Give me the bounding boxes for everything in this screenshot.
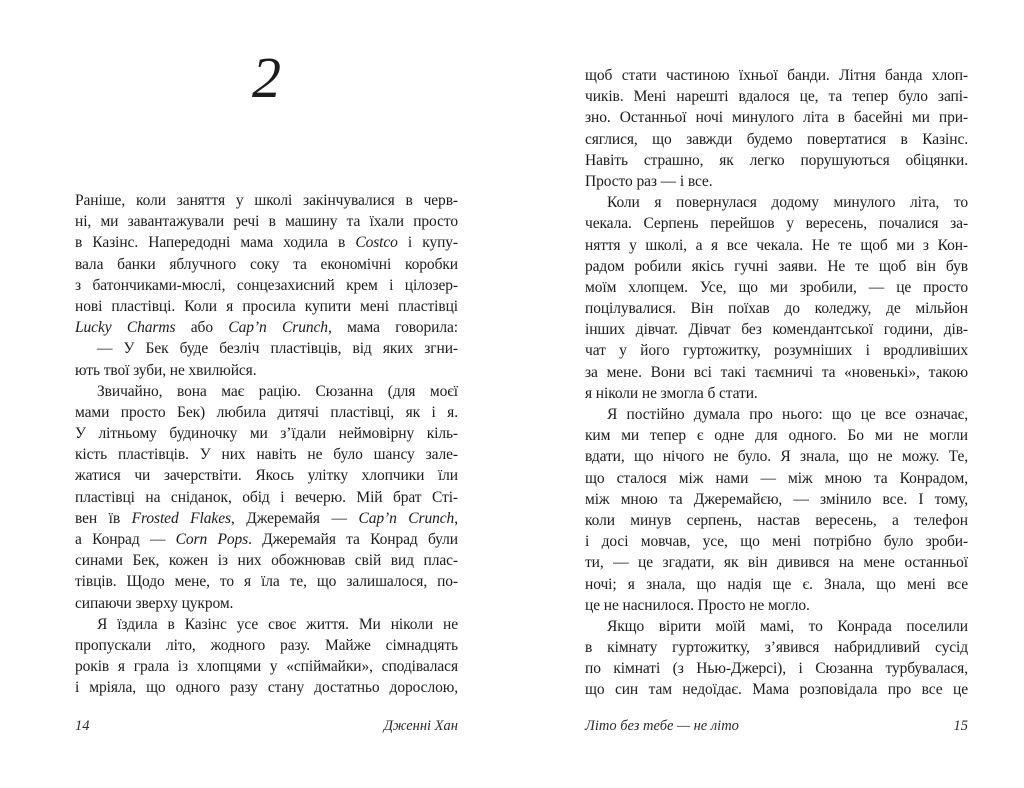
text-run: в кімнату гуртожитку, з’явився набридливий сусід	[585, 639, 968, 657]
text-run: сипаючи зверху цукром.	[75, 594, 234, 612]
text-line	[75, 296, 458, 317]
text-run: тівців. Щодо мене, то я їла те, що залишалося, по-	[75, 573, 458, 591]
text-line	[585, 86, 968, 107]
text-run: Я їздила в Казінс усе своє життя. Ми ніколи не	[97, 615, 458, 633]
italic-text-run: Lucky Charms	[75, 319, 176, 337]
text-run: — У Бек буде безліч пластівців, від яких згни-	[97, 340, 458, 358]
text-line	[585, 340, 968, 361]
text-run: я ніколи не змогла б стати.	[585, 384, 758, 402]
page-number-left: 14	[75, 718, 90, 734]
text-run: за мене. Вони всі такі таємничі та «новенькі», такою	[585, 363, 968, 381]
text-run: поцілувалися. Він поїхав до коледжу, де мільйон	[585, 300, 968, 318]
text-run: в Казінс. Напередодні мама ходила в	[75, 234, 356, 252]
text-run: кість пластівців. У них навіть не було шансу зале-	[75, 446, 458, 464]
italic-text-run: Frosted Flakes	[131, 509, 231, 527]
text-line	[75, 402, 458, 423]
text-run: пропускали літо, жодного разу. Майже сімнадцять	[75, 636, 458, 654]
text-run: . Джеремайя та Конрад були	[248, 531, 458, 548]
text-line	[585, 192, 968, 213]
text-run: Я постійно думала про нього: що це все означає,	[607, 406, 968, 423]
text-line	[75, 232, 458, 253]
italic-text-run: Corn Pops	[175, 531, 249, 548]
text-line	[585, 65, 968, 86]
text-line	[585, 107, 968, 128]
text-run: моїм хлопцем. Усе, що ми зробили, — це просто	[585, 278, 968, 296]
chapter-number: 2	[252, 45, 281, 110]
text-line	[75, 423, 458, 444]
text-line	[585, 235, 968, 256]
text-run: вала банки яблучного соку та економічні коробки	[75, 255, 458, 273]
text-run: з батончиками-мюслі, сонцезахисний крем і цілозер-	[75, 276, 458, 294]
italic-text-run: Cap’n Crunch	[228, 319, 328, 337]
text-run: Просто раз — і все.	[585, 172, 713, 190]
text-line	[585, 383, 968, 404]
text-run: інших дівчат. Дівчат без комендантської години, дів-	[585, 321, 968, 339]
text-line	[585, 595, 968, 616]
text-run: жатися чи зачерствіти. Якось улітку хлопчики їли	[75, 467, 458, 485]
text-run: що сталося між нами — між мною та Конрадом,	[585, 469, 968, 487]
text-line	[585, 616, 968, 637]
running-title-book: Літо без тебе — не літо	[585, 718, 739, 734]
text-run: сяглися, що завжди будемо повертатися в Казінс.	[585, 130, 968, 148]
text-line	[75, 190, 458, 211]
text-line	[75, 635, 458, 656]
text-line	[585, 446, 968, 467]
text-line	[75, 677, 458, 698]
text-line	[75, 338, 458, 359]
text-run: радом робили якісь гучні заяви. Не те щоб він був	[585, 257, 968, 275]
text-line	[75, 381, 458, 402]
text-line	[585, 425, 968, 446]
text-run: пластівці на сніданок, обід і вечерю. Мій брат Сті-	[75, 488, 458, 506]
text-run: Коли я повернулася додому минулого літа, то	[607, 194, 968, 212]
text-run: або	[175, 319, 229, 337]
text-run: ,	[454, 509, 458, 527]
text-line	[585, 298, 968, 319]
text-run: Навіть страшно, як легко порушуються обіцянки.	[585, 151, 968, 169]
page-footer-left	[75, 718, 458, 735]
text-line	[585, 510, 968, 531]
text-line	[585, 574, 968, 595]
text-run: чат у його гуртожитку, розумніших і вродливіших	[585, 342, 968, 360]
text-run: це не наснилося. Просто не могло.	[585, 596, 810, 614]
text-line	[75, 254, 458, 275]
text-run: ночі; я знала, що надія ще є. Знала, що мені все	[585, 575, 968, 593]
text-line	[585, 150, 968, 171]
text-line	[585, 213, 968, 234]
text-line	[75, 571, 458, 592]
page-right	[585, 0, 968, 788]
text-line	[75, 360, 458, 381]
text-run: коли минув серпень, настав вересень, а телефон	[585, 511, 968, 529]
text-line	[75, 550, 458, 571]
text-run: мами просто Бек) любила дитячі пластівці, як і я.	[75, 403, 458, 421]
text-line	[585, 658, 968, 679]
text-run: зно. Останньої ночі минулого літа в басейні ми при-	[585, 109, 968, 127]
text-run: вдати, що нічого не було. Я знала, що не можу. Те,	[585, 448, 968, 466]
running-title-author: Дженні Хан	[383, 718, 458, 734]
text-line	[75, 211, 458, 232]
text-line	[585, 531, 968, 552]
text-line	[585, 256, 968, 277]
text-line	[585, 489, 968, 510]
page-footer-right	[585, 718, 968, 735]
text-line	[585, 552, 968, 573]
text-run: , Джеремайя —	[230, 509, 359, 527]
page-body-left	[75, 190, 458, 699]
text-line	[75, 656, 458, 677]
text-line	[585, 129, 968, 150]
text-line	[75, 508, 458, 529]
text-line	[585, 637, 968, 658]
text-run: і досі мовчав, усе, що мені потрібно було зроби-	[585, 533, 968, 551]
text-run: , мама говорила:	[327, 319, 458, 337]
text-run: щоб стати частиною їхньої банди. Літня банда хлоп-	[585, 67, 968, 84]
text-run: няття у школі, а я все чекала. Не те щоб ми з Кон-	[585, 236, 968, 254]
text-run: вен їв	[75, 509, 132, 527]
text-line	[75, 317, 458, 338]
text-line	[585, 319, 968, 340]
text-run: що син там недоїдає. Мама розповідала про все це	[585, 681, 968, 699]
text-line	[75, 444, 458, 465]
text-line	[75, 465, 458, 486]
text-run: Раніше, коли заняття у школі закінчувалися в черв-	[75, 192, 458, 209]
text-run: Звичайно, вона має рацію. Сюзанна (для моєї	[97, 382, 458, 400]
text-run: ють твої зуби, не хвилюйся.	[75, 361, 257, 379]
text-run: ні, ми завантажували речі в машину та їхали просто	[75, 213, 458, 231]
text-line	[585, 404, 968, 425]
text-run: Якщо вірити моїй мамі, то Конрада поселили	[607, 617, 968, 635]
text-run: нові пластівці. Коли я просила купити мені пластівці	[75, 297, 458, 315]
text-line	[585, 362, 968, 383]
text-line	[75, 529, 458, 550]
text-line	[585, 277, 968, 298]
italic-text-run: Costco	[355, 234, 398, 252]
text-run: і мріяла, що одного разу стану достатньо дорослою,	[75, 679, 458, 697]
text-run: У літньому будиночку ми з’їдали неймовірну кіль-	[75, 425, 458, 443]
text-line	[585, 679, 968, 700]
page-left	[75, 0, 458, 788]
text-run: ким ми тепер є одне для одного. Бо ми не могли	[585, 427, 968, 445]
text-run: років я грала із хлопцями у «спіймайки», сподівалася	[75, 658, 458, 676]
text-run: і купу-	[397, 234, 458, 252]
text-line	[75, 614, 458, 635]
text-line	[75, 275, 458, 296]
text-run: ти, — це згадати, як він дивився на мене останньої	[585, 554, 968, 572]
text-run: а Конрад —	[75, 531, 176, 548]
text-line	[75, 487, 458, 508]
text-run: синами Бек, кожен із них обожнював свій вид плас-	[75, 552, 458, 570]
text-run: чиків. Мені нарешті вдалося це, та тепер було запі-	[585, 88, 968, 106]
page-body-right	[585, 65, 968, 701]
italic-text-run: Cap’n Crunch	[358, 509, 455, 527]
text-run: по кімнаті (з Нью-Джерсі), і Сюзанна турбувалася,	[585, 660, 968, 678]
text-run: між мною та Джеремайєю, — змінило все. І тому,	[585, 490, 968, 508]
text-line	[585, 468, 968, 489]
text-line	[75, 593, 458, 614]
text-run: чекала. Серпень перейшов у вересень, почалися за-	[585, 215, 968, 233]
text-line	[585, 171, 968, 192]
page-number-right: 15	[953, 718, 968, 734]
